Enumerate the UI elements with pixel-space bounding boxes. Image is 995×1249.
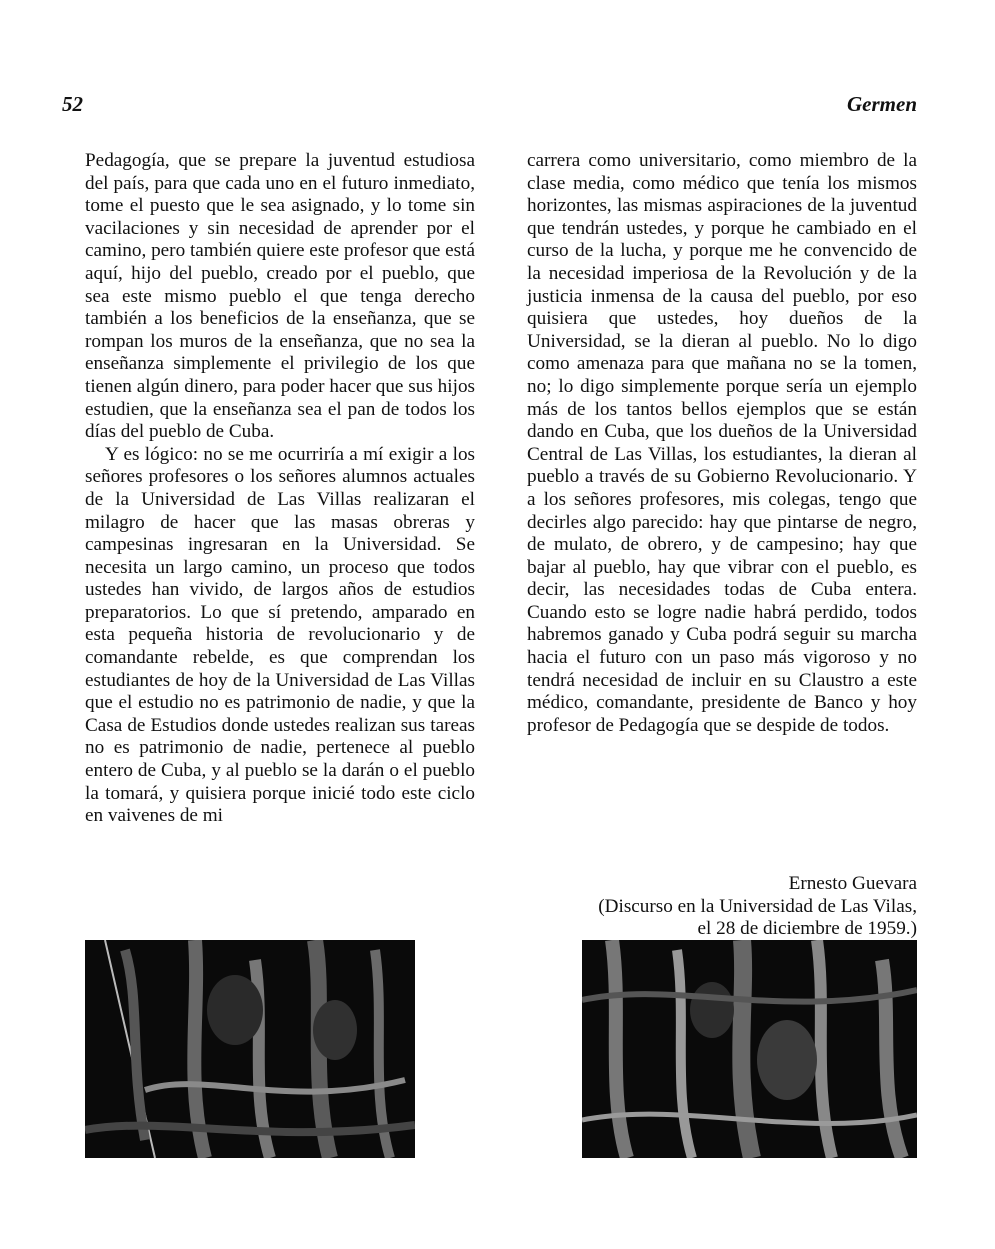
page-number: 52 <box>62 92 83 116</box>
source-line: (Discurso en la Universidad de Las Vilas, <box>598 895 917 917</box>
signature-block <box>497 873 917 941</box>
paragraph: carrera como universitario, como miembro de la clase media, como médico que tenía los mismos horizontes, las mismas aspiraciones de la juventud que tendrán ustedes, y porque he cambiado en el curso de la lucha, y porque me he convencido de la necesidad imperiosa de la Revolución y de la justicia inmensa de la causa del pueblo, por eso quisiera que ustedes, hoy dueños de la Universidad, se la dieran al pueblo. No lo digo como amenaza para que mañana no se la tomen, no; lo digo simplemente porque sería un ejemplo más de los tantos bellos ejemplos que se están dando en Cuba, que los dueños de la Universidad Central de Las Villas, los estudiantes, la dieran al pueblo a través de su Gobierno Revolucionario. Y a los señores profesores, mis colegas, tengo que decirles algo parecido: hay que pintarse de negro, de mulato, de obrero, y de campesino; hay que bajar al pueblo, hay que vibrar con el pueblo, es decir, las necesidades todas de Cuba entera. Cuando esto se logre nadie habrá perdido, todos habremos ganado y Cuba podrá seguir su marcha hacia el futuro con un paso más vigoroso y no tendrá necesidad de incluir en su Claustro a este médico, comandante, presidente de Banco y hoy profesor de Pedagogía que se despide de todos. <box>527 150 917 736</box>
paragraph: Pedagogía, que se prepare la juventud estudiosa del país, para que cada uno en el futuro inmediato, tome el puesto que le sea asignado, y lo tome sin vacilaciones y sin necesidad de aprender por el camino, pero también quiere este profesor que está aquí, hijo del pueblo, creado por el pueblo, que sea este mismo pueblo el que tenga derecho también a los beneficios de la enseñanza, que se rompan los muros de la enseñanza, que no sea la enseñanza simplemente el privilegio de los que tienen algún dinero, para poder hacer que sus hijos estudien, que la enseñanza sea el pan de todos los días del pueblo de Cuba. <box>85 150 475 443</box>
right-text-column <box>527 150 917 737</box>
photo-left <box>85 940 415 1158</box>
left-text-column <box>85 150 475 828</box>
paragraph: Y es lógico: no se me ocurriría a mí exigir a los señores profesores o los señores alumnos actuales de la Universidad de Las Villas realizaran el milagro de hacer que las masas obreras y campesinas ingresaran en la Universidad. Se necesita un largo camino, un proceso que todos ustedes han vivido, de largos años de estudios preparatorios. Lo que sí pretendo, amparado en esta pequeña historia de revolucionario y de comandante rebelde, es que comprendan los estudiantes de hoy de la Universidad de Las Villas que el estudio no es patrimonio de nadie, y que la Casa de Estudios donde ustedes realizan sus tareas no es patrimonio de nadie, pertenece al pueblo entero de Cuba, y al pueblo se la darán o el pueblo la tomará, y quisiera porque inicié todo este ciclo en vaivenes de mi <box>85 443 475 827</box>
photo-right <box>582 940 917 1158</box>
running-title: Germen <box>847 92 917 116</box>
photo-left-image <box>85 940 415 1158</box>
source-date-line: el 28 de diciembre de 1959.) <box>697 918 917 940</box>
photo-right-image <box>582 940 917 1158</box>
author-name: Ernesto Guevara <box>788 873 917 894</box>
